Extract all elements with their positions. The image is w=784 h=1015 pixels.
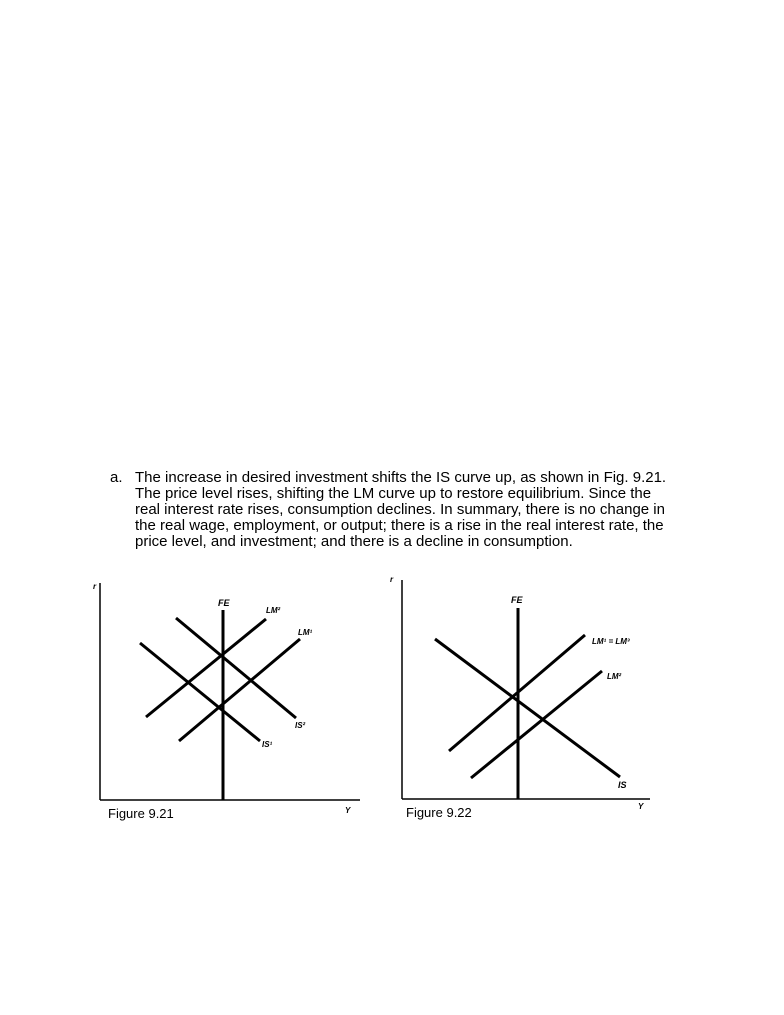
answer-paragraph [110, 470, 670, 550]
x-axis-label: Y [345, 806, 351, 815]
is-curve [435, 639, 620, 777]
lm2-curve [146, 619, 266, 717]
y-axis-label: r [93, 582, 97, 591]
answer-marker: a. [110, 469, 123, 486]
lm1-label: LM¹ [298, 628, 313, 637]
x-axis-label: Y [638, 802, 644, 811]
is2-curve [176, 618, 296, 718]
figure-9-22 [385, 575, 665, 825]
lm13-label: LM¹ = LM³ [592, 637, 630, 646]
is1-label: IS¹ [262, 740, 273, 749]
is2-label: IS² [295, 721, 306, 730]
fe-label: FE [218, 598, 230, 608]
lm2-label: LM² [266, 606, 281, 615]
figure-9-22-caption: Figure 9.22 [406, 805, 472, 820]
fe-label: FE [511, 595, 523, 605]
answer-text: The increase in desired investment shifts the IS curve up, as shown in Fig. 9.21. The price level rises, shifting the LM curve up to restore equilibrium. Since the real interest rate rises, consumption declines. In summary, there is no change in the real wage, employment, or output; there is a rise in the real interest rate, the price level, and investment; and there is a decline in consumption. [135, 469, 667, 550]
lm2-label: LM² [607, 672, 622, 681]
figure-9-21 [90, 575, 370, 825]
lm2-curve [471, 671, 602, 778]
is-label: IS [618, 780, 627, 790]
y-axis-label: r [390, 575, 394, 584]
is1-curve [140, 643, 260, 741]
figure-9-21-caption: Figure 9.21 [108, 806, 174, 821]
